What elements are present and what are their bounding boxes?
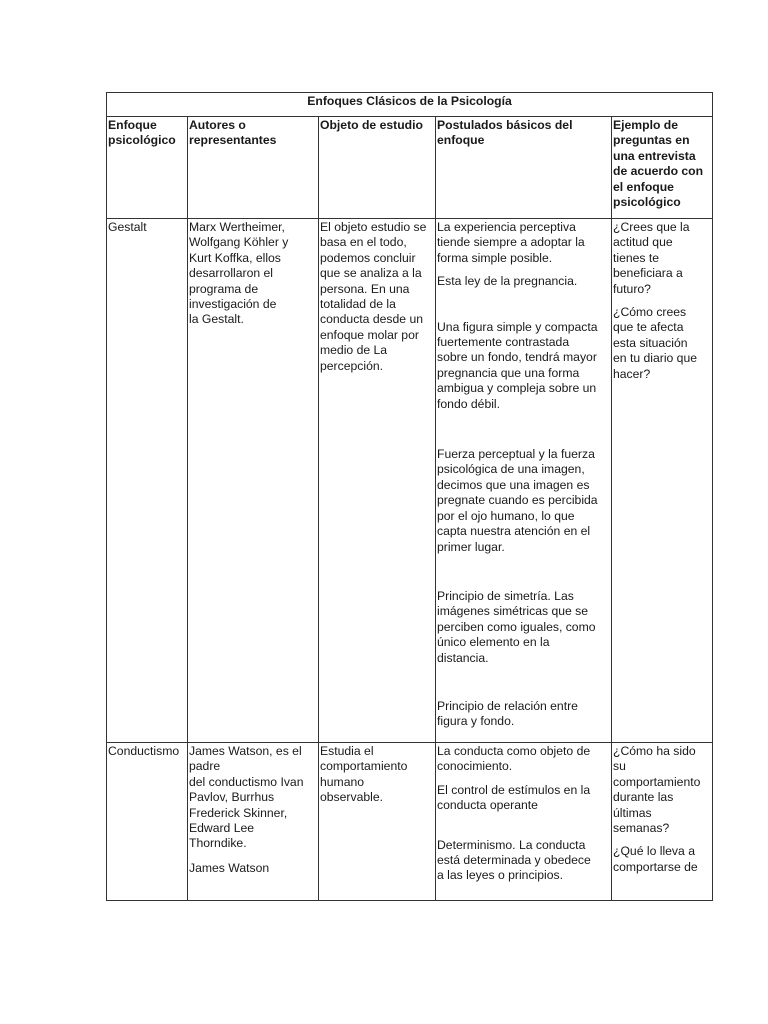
postulado-paragraph: Fuerza perceptual y la fuerza psicológica de una imagen, decimos que una imagen es pregnate cuando es percibida por el ojo humano, lo que capta nuestra atención en el primer lugar. — [437, 447, 598, 554]
enfoque-name: Conductismo — [108, 744, 180, 758]
postulado-paragraph: Una figura simple y compacta fuertemente contrastada sobre un fondo, tendrá mayor pregnancia que una forma ambigua y compleja sobre un fondo débil. — [437, 319, 598, 411]
autores-text: James Watson — [189, 860, 270, 875]
postulado-paragraph: Principio de relación entre figura y fondo. — [437, 698, 578, 729]
postulado-paragraph: Principio de simetría. Las imágenes simétricas que se perciben como iguales, como único elemento en la distancia. — [437, 588, 596, 665]
pregunta-paragraph: ¿Cómo crees que te afecta esta situación en tu diario que hacer? — [613, 305, 698, 381]
postulado-paragraph: La conducta como objeto de conocimiento. — [437, 744, 591, 774]
table-row-gestalt — [107, 219, 713, 743]
cell-preguntas — [612, 743, 713, 901]
pregunta-paragraph: ¿Crees que la actitud que tienes te beneficiara a futuro? — [613, 220, 690, 296]
cell-postulados — [436, 743, 612, 901]
header-row — [107, 117, 713, 219]
enfoque-name: Gestalt — [108, 220, 147, 234]
objeto-text: El objeto estudio se basa en el todo, podemos concluir que se analiza a la persona. En una totalidad de la conducta desde un enfoque molar por medio de La percepción. — [320, 220, 427, 373]
objeto-text: Estudia el comportamiento humano observable. — [320, 744, 408, 805]
header-autores-label: Autores o representantes — [189, 118, 277, 148]
postulado-paragraph: El control de estímulos en la conducta operante — [437, 782, 591, 813]
header-autores — [188, 117, 319, 219]
title-row — [107, 93, 713, 117]
header-postulados — [436, 117, 612, 219]
header-enfoque-label: Enfoque psicológico — [108, 118, 176, 148]
pregunta-paragraph: ¿Cómo ha sido su comportamiento durante las últimas semanas? — [613, 744, 701, 836]
autores-text: Marx Wertheimer, Wolfgang Köhler y Kurt Koffka, ellos desarrollaron el programa de investigación de la Gestalt. — [189, 220, 289, 327]
cell-enfoque — [107, 219, 188, 743]
cell-preguntas — [612, 219, 713, 743]
cell-objeto — [319, 743, 436, 901]
header-postulados-label: Postulados básicos del enfoque — [437, 118, 573, 148]
postulado-paragraph: Determinismo. La conducta está determinada y obedece a las leyes o principios. — [437, 837, 591, 883]
header-objeto — [319, 117, 436, 219]
pregunta-paragraph: ¿Qué lo lleva a comportarse de — [613, 844, 698, 874]
header-ejemplo-label: Ejemplo de preguntas en una entrevista de acuerdo con el enfoque psicológico — [613, 118, 704, 210]
postulado-paragraph: Esta ley de la pregnancia. — [437, 274, 578, 289]
cell-objeto — [319, 219, 436, 743]
cell-autores — [188, 743, 319, 901]
header-ejemplo — [612, 117, 713, 219]
cell-autores — [188, 219, 319, 743]
autores-text: James Watson, es el padre del conductismo Ivan Pavlov, Burrhus Frederick Skinner, Edward Lee Thorndike. — [189, 744, 304, 851]
cell-enfoque — [107, 743, 188, 901]
table-title: Enfoques Clásicos de la Psicología — [107, 93, 713, 117]
psychology-approaches-table — [106, 92, 713, 901]
cell-postulados — [436, 219, 612, 743]
postulado-paragraph: La experiencia perceptiva tiende siempre a adoptar la forma simple posible. — [437, 220, 585, 265]
header-enfoque — [107, 117, 188, 219]
table-row-conductismo — [107, 743, 713, 901]
header-objeto-label: Objeto de estudio — [320, 118, 423, 132]
